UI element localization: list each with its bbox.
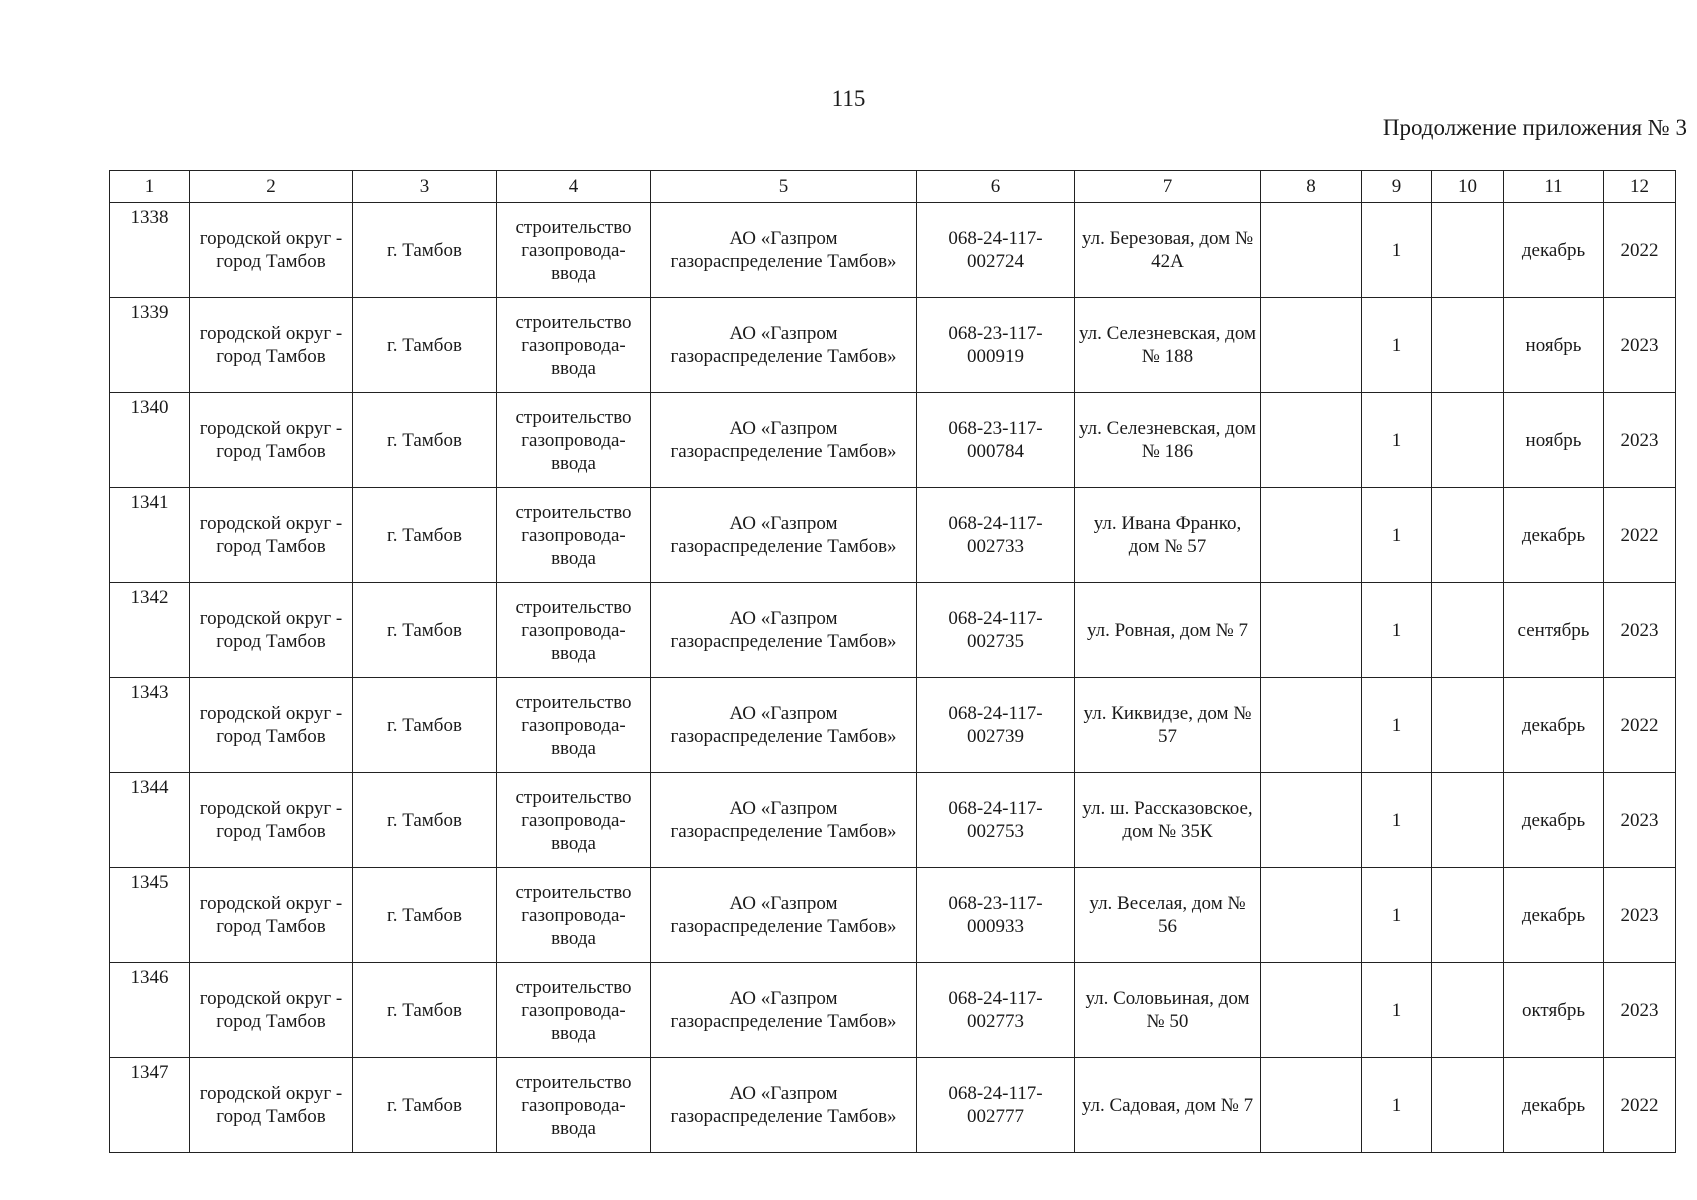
column-10-cell: [1432, 963, 1504, 1058]
column-8-cell: [1261, 868, 1362, 963]
month-cell: декабрь: [1504, 678, 1604, 773]
organization-cell: АО «Газпром газораспределение Тамбов»: [651, 963, 917, 1058]
organization-cell: АО «Газпром газораспределение Тамбов»: [651, 203, 917, 298]
row-number: 1340: [110, 393, 190, 488]
work-type-cell: строительство газопровода-ввода: [497, 963, 651, 1058]
work-type-cell: строительство газопровода-ввода: [497, 773, 651, 868]
column-10-cell: [1432, 393, 1504, 488]
municipality-cell: городской округ - город Тамбов: [190, 203, 353, 298]
locality-cell: г. Тамбов: [353, 583, 497, 678]
table-row: [110, 488, 1676, 583]
count-cell: 1: [1362, 488, 1432, 583]
organization-cell: АО «Газпром газораспределение Тамбов»: [651, 298, 917, 393]
column-8-cell: [1261, 773, 1362, 868]
row-number: 1342: [110, 583, 190, 678]
row-number: 1338: [110, 203, 190, 298]
page-number: 115: [831, 86, 866, 111]
table-row: [110, 583, 1676, 678]
row-number: 1346: [110, 963, 190, 1058]
count-cell: 1: [1362, 678, 1432, 773]
organization-cell: АО «Газпром газораспределение Тамбов»: [651, 773, 917, 868]
year-cell: 2022: [1604, 1058, 1676, 1153]
code-cell: 068-24-117-002724: [917, 203, 1075, 298]
locality-cell: г. Тамбов: [353, 393, 497, 488]
column-10-cell: [1432, 773, 1504, 868]
code-cell: 068-23-117-000933: [917, 868, 1075, 963]
count-cell: 1: [1362, 868, 1432, 963]
year-cell: 2023: [1604, 298, 1676, 393]
column-header: 6: [917, 171, 1075, 203]
count-cell: 1: [1362, 583, 1432, 678]
address-cell: ул. Веселая, дом № 56: [1075, 868, 1261, 963]
count-cell: 1: [1362, 773, 1432, 868]
code-cell: 068-23-117-000784: [917, 393, 1075, 488]
month-cell: декабрь: [1504, 203, 1604, 298]
registry-table: [109, 170, 1676, 1153]
column-8-cell: [1261, 488, 1362, 583]
column-10-cell: [1432, 298, 1504, 393]
column-8-cell: [1261, 1058, 1362, 1153]
count-cell: 1: [1362, 203, 1432, 298]
month-cell: октябрь: [1504, 963, 1604, 1058]
column-10-cell: [1432, 583, 1504, 678]
year-cell: 2023: [1604, 393, 1676, 488]
code-cell: 068-24-117-002733: [917, 488, 1075, 583]
column-8-cell: [1261, 963, 1362, 1058]
municipality-cell: городской округ - город Тамбов: [190, 868, 353, 963]
column-header: 8: [1261, 171, 1362, 203]
table-row: [110, 678, 1676, 773]
column-header: 5: [651, 171, 917, 203]
count-cell: 1: [1362, 963, 1432, 1058]
work-type-cell: строительство газопровода-ввода: [497, 393, 651, 488]
table-row: [110, 1058, 1676, 1153]
municipality-cell: городской округ - город Тамбов: [190, 773, 353, 868]
municipality-cell: городской округ - город Тамбов: [190, 488, 353, 583]
address-cell: ул. Садовая, дом № 7: [1075, 1058, 1261, 1153]
year-cell: 2022: [1604, 488, 1676, 583]
month-cell: декабрь: [1504, 1058, 1604, 1153]
table-row: [110, 298, 1676, 393]
column-10-cell: [1432, 1058, 1504, 1153]
address-cell: ул. Ивана Франко, дом № 57: [1075, 488, 1261, 583]
year-cell: 2022: [1604, 203, 1676, 298]
locality-cell: г. Тамбов: [353, 773, 497, 868]
locality-cell: г. Тамбов: [353, 1058, 497, 1153]
column-header: 1: [110, 171, 190, 203]
count-cell: 1: [1362, 393, 1432, 488]
organization-cell: АО «Газпром газораспределение Тамбов»: [651, 488, 917, 583]
code-cell: 068-24-117-002753: [917, 773, 1075, 868]
column-8-cell: [1261, 393, 1362, 488]
address-cell: ул. Соловьиная, дом № 50: [1075, 963, 1261, 1058]
column-header: 2: [190, 171, 353, 203]
count-cell: 1: [1362, 1058, 1432, 1153]
column-header: 12: [1604, 171, 1676, 203]
row-number: 1341: [110, 488, 190, 583]
row-number: 1339: [110, 298, 190, 393]
column-10-cell: [1432, 868, 1504, 963]
municipality-cell: городской округ - город Тамбов: [190, 583, 353, 678]
locality-cell: г. Тамбов: [353, 488, 497, 583]
work-type-cell: строительство газопровода-ввода: [497, 488, 651, 583]
month-cell: декабрь: [1504, 868, 1604, 963]
address-cell: ул. Селезневская, дом № 188: [1075, 298, 1261, 393]
address-cell: ул. ш. Рассказовское, дом № 35К: [1075, 773, 1261, 868]
column-8-cell: [1261, 678, 1362, 773]
month-cell: декабрь: [1504, 773, 1604, 868]
address-cell: ул. Березовая, дом № 42А: [1075, 203, 1261, 298]
column-header: 10: [1432, 171, 1504, 203]
municipality-cell: городской округ - город Тамбов: [190, 393, 353, 488]
appendix-note: Продолжение приложения № 3: [1382, 115, 1687, 140]
organization-cell: АО «Газпром газораспределение Тамбов»: [651, 393, 917, 488]
locality-cell: г. Тамбов: [353, 298, 497, 393]
column-header: 11: [1504, 171, 1604, 203]
row-number: 1347: [110, 1058, 190, 1153]
month-cell: декабрь: [1504, 488, 1604, 583]
table-row: [110, 393, 1676, 488]
count-cell: 1: [1362, 298, 1432, 393]
locality-cell: г. Тамбов: [353, 963, 497, 1058]
year-cell: 2023: [1604, 773, 1676, 868]
table-row: [110, 963, 1676, 1058]
column-10-cell: [1432, 203, 1504, 298]
municipality-cell: городской округ - город Тамбов: [190, 298, 353, 393]
address-cell: ул. Селезневская, дом № 186: [1075, 393, 1261, 488]
table-row: [110, 773, 1676, 868]
municipality-cell: городской округ - город Тамбов: [190, 963, 353, 1058]
organization-cell: АО «Газпром газораспределение Тамбов»: [651, 868, 917, 963]
work-type-cell: строительство газопровода-ввода: [497, 868, 651, 963]
address-cell: ул. Ровная, дом № 7: [1075, 583, 1261, 678]
year-cell: 2022: [1604, 678, 1676, 773]
code-cell: 068-24-117-002735: [917, 583, 1075, 678]
work-type-cell: строительство газопровода-ввода: [497, 678, 651, 773]
column-10-cell: [1432, 678, 1504, 773]
work-type-cell: строительство газопровода-ввода: [497, 298, 651, 393]
month-cell: ноябрь: [1504, 298, 1604, 393]
locality-cell: г. Тамбов: [353, 203, 497, 298]
work-type-cell: строительство газопровода-ввода: [497, 1058, 651, 1153]
code-cell: 068-23-117-000919: [917, 298, 1075, 393]
row-number: 1343: [110, 678, 190, 773]
locality-cell: г. Тамбов: [353, 678, 497, 773]
address-cell: ул. Киквидзе, дом № 57: [1075, 678, 1261, 773]
work-type-cell: строительство газопровода-ввода: [497, 203, 651, 298]
table-header-row: [110, 171, 1676, 203]
code-cell: 068-24-117-002739: [917, 678, 1075, 773]
column-header: 9: [1362, 171, 1432, 203]
organization-cell: АО «Газпром газораспределение Тамбов»: [651, 583, 917, 678]
table-row: [110, 868, 1676, 963]
municipality-cell: городской округ - город Тамбов: [190, 1058, 353, 1153]
column-header: 4: [497, 171, 651, 203]
year-cell: 2023: [1604, 583, 1676, 678]
column-8-cell: [1261, 583, 1362, 678]
year-cell: 2023: [1604, 963, 1676, 1058]
column-8-cell: [1261, 203, 1362, 298]
column-header: 7: [1075, 171, 1261, 203]
code-cell: 068-24-117-002773: [917, 963, 1075, 1058]
row-number: 1345: [110, 868, 190, 963]
column-8-cell: [1261, 298, 1362, 393]
month-cell: сентябрь: [1504, 583, 1604, 678]
column-header: 3: [353, 171, 497, 203]
table-row: [110, 203, 1676, 298]
column-10-cell: [1432, 488, 1504, 583]
code-cell: 068-24-117-002777: [917, 1058, 1075, 1153]
month-cell: ноябрь: [1504, 393, 1604, 488]
locality-cell: г. Тамбов: [353, 868, 497, 963]
work-type-cell: строительство газопровода-ввода: [497, 583, 651, 678]
organization-cell: АО «Газпром газораспределение Тамбов»: [651, 678, 917, 773]
organization-cell: АО «Газпром газораспределение Тамбов»: [651, 1058, 917, 1153]
municipality-cell: городской округ - город Тамбов: [190, 678, 353, 773]
row-number: 1344: [110, 773, 190, 868]
year-cell: 2023: [1604, 868, 1676, 963]
